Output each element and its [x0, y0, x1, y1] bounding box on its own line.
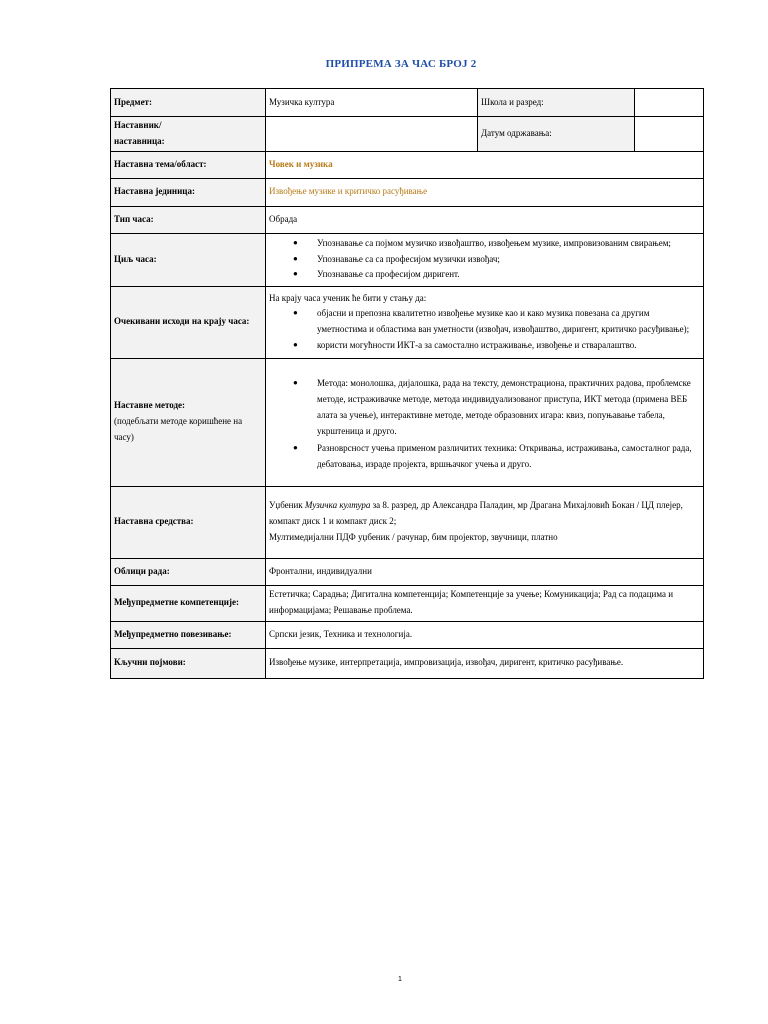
grade-label: Школа и разред:: [478, 89, 635, 117]
table-row: [111, 178, 704, 206]
means-label: Наставна средства:: [111, 486, 266, 558]
grade-value: [635, 89, 704, 117]
keywords-label: Кључни појмови:: [111, 648, 266, 678]
list-item: ● Метода: монолошка, дијалошка, рада на тексту, демонстрациона, практичних радова, проблемске методе, истраживачке методе, метода индивидуализованог приступа, ИКТ метода (примена ВЕБ алата за учење), интерактивне методе, методе образовних игара: квиз, попуњавање табела, укрштеница и друго.: [317, 376, 700, 439]
subject-value: Музичка култура: [266, 89, 478, 117]
page-title: ПРИПРЕМА ЗА ЧАС БРОЈ 2: [325, 58, 477, 70]
table-row: [111, 233, 704, 286]
table-row: [111, 151, 704, 178]
outcomes-value: [266, 286, 704, 358]
means-value: [266, 486, 704, 558]
list-item: ● објасни и препозна квалитетно извођење музике као и како музика повезана са другим уметностима и областима ван уметности (извођач, извођаштво, диригент, критичко расуђивање);: [317, 306, 700, 338]
methods-list: [269, 376, 700, 473]
date-value: [635, 117, 704, 152]
means-suffix: за 8. разред, др Александра Паладин, мр Драгана Михајловић Бокан / ЦД плејер, компакт диск 1 и компакт диск 2;: [269, 500, 683, 527]
methods-label-line2: (подебљати методе коришћене на часу): [114, 416, 243, 442]
date-label: Датум одржавања:: [478, 117, 635, 152]
competences-label: Међупредметне компетенције:: [111, 585, 266, 621]
lesson-prep-table: [110, 88, 704, 679]
means-line1: [269, 498, 700, 530]
list-item: ● Упознавање са професијом диригент.: [317, 267, 700, 283]
teacher-value: [266, 117, 478, 152]
unit-label: Наставна јединица:: [111, 178, 266, 206]
competences-value: Естетичка; Сарадња; Дигитална компетенција; Компетенције за учење; Комуникација; Рад са подацима и информацијама; Решавање проблема.: [266, 585, 704, 621]
forms-label: Облици рада:: [111, 558, 266, 585]
outcomes-list: [269, 306, 700, 353]
teacher-label: [111, 117, 266, 152]
table-row: [111, 358, 704, 486]
means-line2: Мултимедијални ПДФ уџбеник / рачунар, бим пројектор, звучници, платно: [269, 531, 558, 542]
outcomes-intro: На крају часа ученик ће бити у стању да:: [269, 292, 427, 303]
list-item: ● Разноврсност учења применом различитих техника: Откривања, истраживања, самосталног рада, дебатовања, израде пројекта, вршњачког учења и друго.: [317, 441, 700, 473]
methods-label-line1: Наставне методе:: [114, 400, 186, 411]
list-item: ● користи могућности ИКТ-а за самостално истраживање, извођење и стваралаштво.: [317, 338, 700, 354]
methods-value: [266, 358, 704, 486]
methods-label: [111, 358, 266, 486]
topic-value: Човек и музика: [266, 151, 704, 178]
means-book-title: Музичка култура: [304, 500, 371, 511]
table-row: [111, 486, 704, 558]
page-number: 1: [398, 976, 402, 983]
type-value: Обрада: [266, 206, 704, 233]
correlation-value: Српски језик, Техника и технологија.: [266, 621, 704, 648]
unit-value: Извођење музике и критичко расуђивање: [266, 178, 704, 206]
outcomes-label: Очекивани исходи на крају часа:: [111, 286, 266, 358]
table-row: [111, 648, 704, 678]
topic-label: Наставна тема/област:: [111, 151, 266, 178]
list-item: ● Упознавање са појмом музичко извођаштво, извођењем музике, импровизованим свирањем;: [317, 236, 700, 252]
keywords-value: Извођење музике, интерпретација, импровизација, извођач, диригент, критичко расуђивање.: [266, 648, 704, 678]
forms-value: Фронтални, индивидуални: [266, 558, 704, 585]
goal-list: [269, 236, 700, 283]
means-prefix: Уџбеник: [269, 500, 305, 511]
table-row: [111, 117, 704, 152]
correlation-label: Међупредметно повезивање:: [111, 621, 266, 648]
table-row: [111, 286, 704, 358]
type-label: Тип часа:: [111, 206, 266, 233]
subject-label: Предмет:: [111, 89, 266, 117]
list-item: ● Упознавање са са професијом музички извођач;: [317, 252, 700, 268]
goal-label: Циљ часа:: [111, 233, 266, 286]
table-row: [111, 206, 704, 233]
table-row: [111, 558, 704, 585]
table-row: [111, 585, 704, 621]
table-row: [111, 89, 704, 117]
table-row: [111, 621, 704, 648]
teacher-label-line1: Наставник/: [114, 120, 162, 130]
teacher-label-line2: наставница:: [114, 135, 165, 146]
goal-value: [266, 233, 704, 286]
